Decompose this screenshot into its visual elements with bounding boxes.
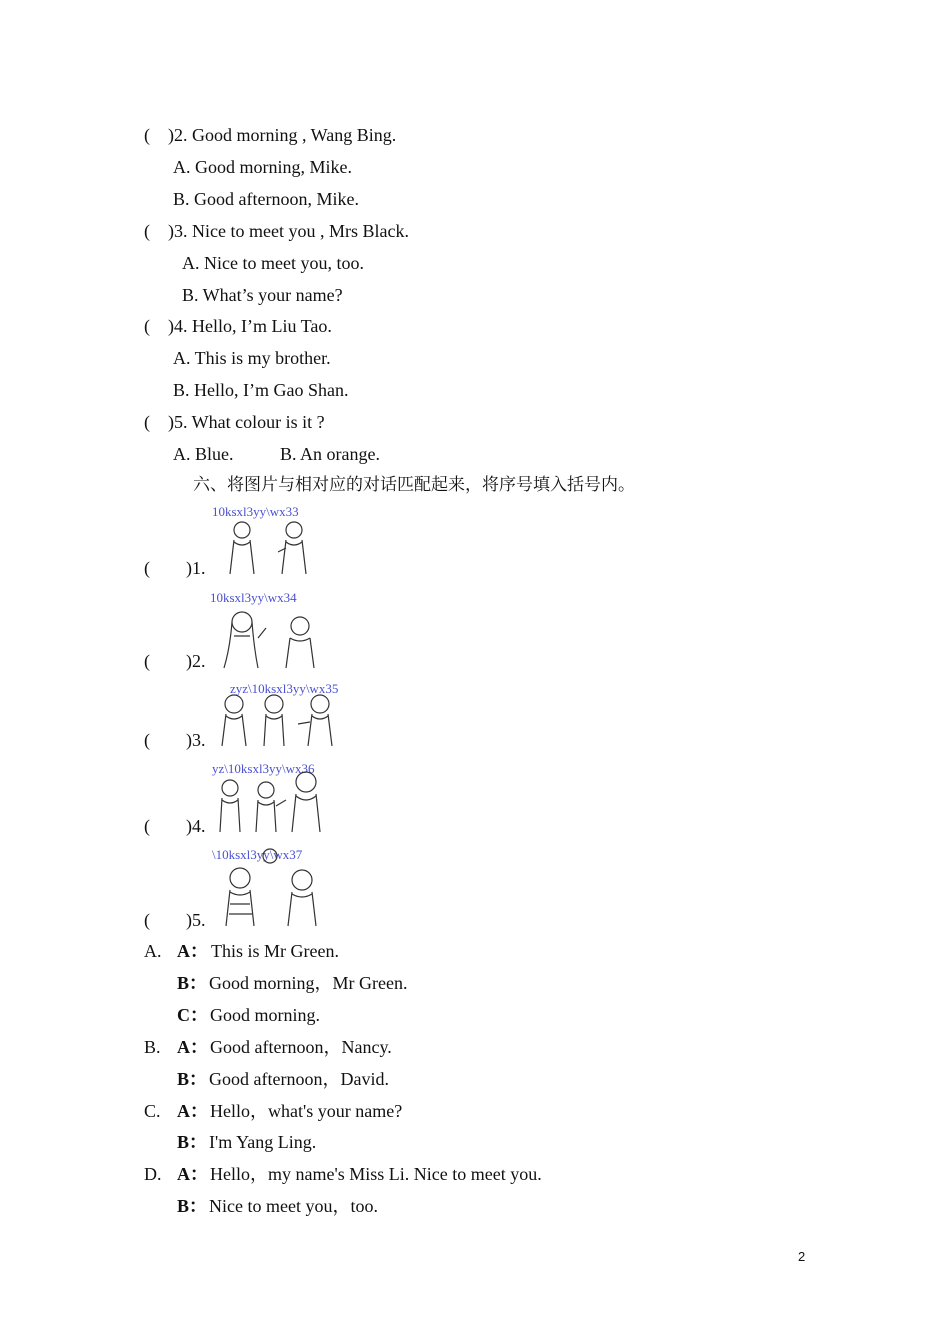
dialog-d-speaker-2: B： [177, 1196, 208, 1216]
dialog-c-line-1: Hello，what's your name? [210, 1101, 403, 1121]
picture-3-illustration [212, 680, 338, 748]
picture-1-illustration [212, 502, 312, 576]
dialog-c-letter: C. [144, 1101, 161, 1121]
dialog-a-speaker-1: A： [177, 941, 208, 961]
question-4-stem: ( )4. Hello, I’m Liu Tao. [144, 316, 332, 336]
picture-5-label: ( )5. [144, 910, 206, 930]
picture-3-watermark: zyz\10ksxl3yy\wx35 [230, 681, 338, 696]
picture-3-label: ( )3. [144, 730, 206, 750]
picture-1-watermark: 10ksxl3yy\wx33 [212, 504, 299, 519]
dialog-a-line-1: This is Mr Green. [211, 941, 339, 961]
question-3-option-b: B. What’s your name? [182, 285, 343, 305]
question-3-stem: ( )3. Nice to meet you , Mrs Black. [144, 221, 409, 241]
dialog-a-letter: A. [144, 941, 162, 961]
dialog-b-speaker-2: B： [177, 1069, 208, 1089]
question-5-option-b: B. An orange. [280, 444, 380, 464]
dialog-c-line-2: I'm Yang Ling. [209, 1132, 317, 1152]
dialog-d-line-1: Hello，my name's Miss Li. Nice to meet you. [210, 1164, 542, 1184]
picture-2-watermark: 10ksxl3yy\wx34 [210, 590, 297, 605]
picture-2-illustration [210, 588, 320, 670]
dialog-b-letter: B. [144, 1037, 161, 1057]
section-6-title: 六、将图片与相对应的对话匹配起来，将序号填入括号内。 [193, 475, 635, 495]
picture-5-illustration [212, 844, 324, 928]
picture-4-illustration [212, 760, 324, 834]
dialog-d-speaker-1: A： [177, 1164, 208, 1184]
dialog-a-speaker-3: C： [177, 1005, 208, 1025]
question-5-stem: ( )5. What colour is it ? [144, 412, 325, 432]
dialog-d-line-2: Nice to meet you，too. [209, 1196, 378, 1216]
dialog-a-line-3: Good morning. [210, 1005, 320, 1025]
question-4-option-a: A. This is my brother. [173, 348, 331, 368]
question-2-option-b: B. Good afternoon, Mike. [173, 189, 359, 209]
picture-5-watermark: \10ksxl3yy\wx37 [212, 847, 303, 862]
question-3-option-a: A. Nice to meet you, too. [182, 253, 364, 273]
question-2-stem: ( )2. Good morning , Wang Bing. [144, 125, 397, 145]
dialog-a-line-2: Good morning，Mr Green. [209, 973, 408, 993]
picture-4-label: ( )4. [144, 816, 206, 836]
dialog-c-speaker-1: A： [177, 1101, 208, 1121]
picture-2-label: ( )2. [144, 651, 206, 671]
dialog-d-letter: D. [144, 1164, 162, 1184]
picture-4-watermark: yz\10ksxl3yy\wx36 [212, 761, 315, 776]
dialog-b-line-1: Good afternoon，Nancy. [210, 1037, 392, 1057]
picture-1-label: ( )1. [144, 558, 206, 578]
dialog-a-speaker-2: B： [177, 973, 208, 993]
question-2-option-a: A. Good morning, Mike. [173, 157, 352, 177]
question-4-option-b: B. Hello, I’m Gao Shan. [173, 380, 349, 400]
dialog-b-speaker-1: A： [177, 1037, 208, 1057]
page-number: 2 [798, 1249, 806, 1264]
question-5-option-a: A. Blue. [173, 444, 234, 464]
dialog-c-speaker-2: B： [177, 1132, 208, 1152]
dialog-b-line-2: Good afternoon，David. [209, 1069, 389, 1089]
